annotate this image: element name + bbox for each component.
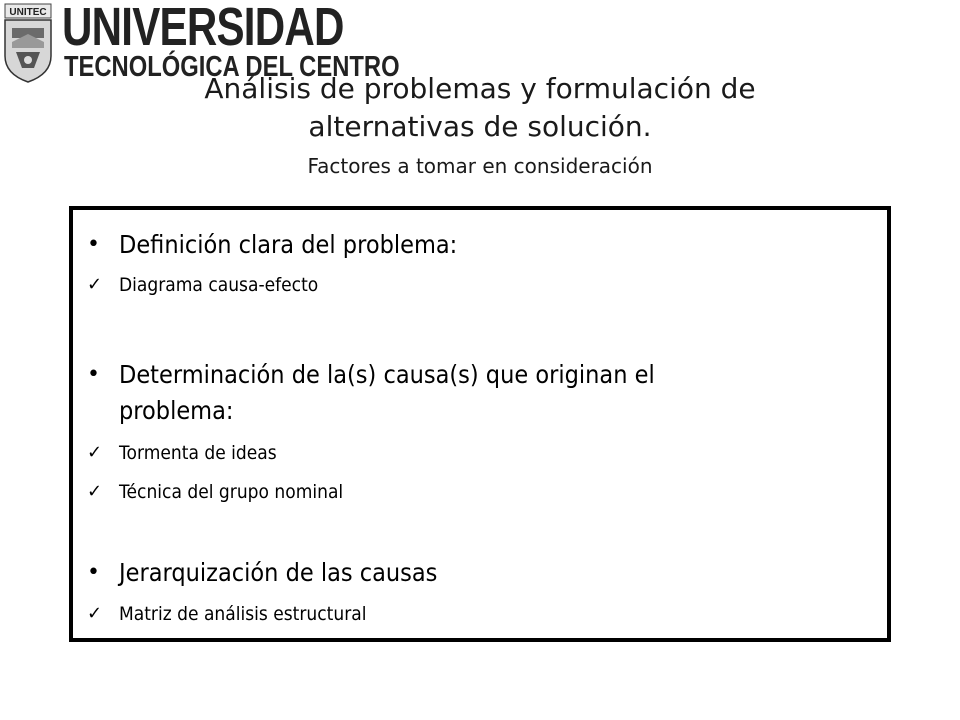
checkmark-icon: ✓ xyxy=(87,603,103,624)
list-item-text: Técnica del grupo nominal xyxy=(119,481,344,503)
list-item-text: Matriz de análisis estructural xyxy=(119,603,367,625)
bullet-icon: • xyxy=(87,232,100,257)
section-heading-text-line2: problema: xyxy=(119,396,234,425)
list-item-text: Tormenta de ideas xyxy=(119,442,277,464)
slide-subtitle: Factores a tomar en consideración xyxy=(307,154,653,178)
logo-line-2: TECNOLÓGICA DEL CENTRO xyxy=(64,51,400,83)
section-heading-text: Jerarquización de las causas xyxy=(119,558,438,587)
list-item-text: Diagrama causa-efecto xyxy=(119,274,319,296)
checkmark-icon: ✓ xyxy=(87,481,103,502)
logo-line-1: UNIVERSIDAD xyxy=(62,0,344,57)
slide-title-text: Análisis de problemas y formulación de alternativas de solución. xyxy=(204,72,756,143)
section-heading-text-line1: Determinación de la(s) causa(s) que originan el xyxy=(119,360,655,389)
content-box xyxy=(69,206,891,642)
bullet-icon: • xyxy=(87,560,100,585)
slide-title xyxy=(0,70,960,146)
svg-text:UNITEC: UNITEC xyxy=(9,7,47,18)
bullet-icon: • xyxy=(87,362,100,387)
checkmark-icon: ✓ xyxy=(87,442,103,463)
section-heading-text: Definición clara del problema: xyxy=(119,230,458,259)
checkmark-icon: ✓ xyxy=(87,274,103,295)
